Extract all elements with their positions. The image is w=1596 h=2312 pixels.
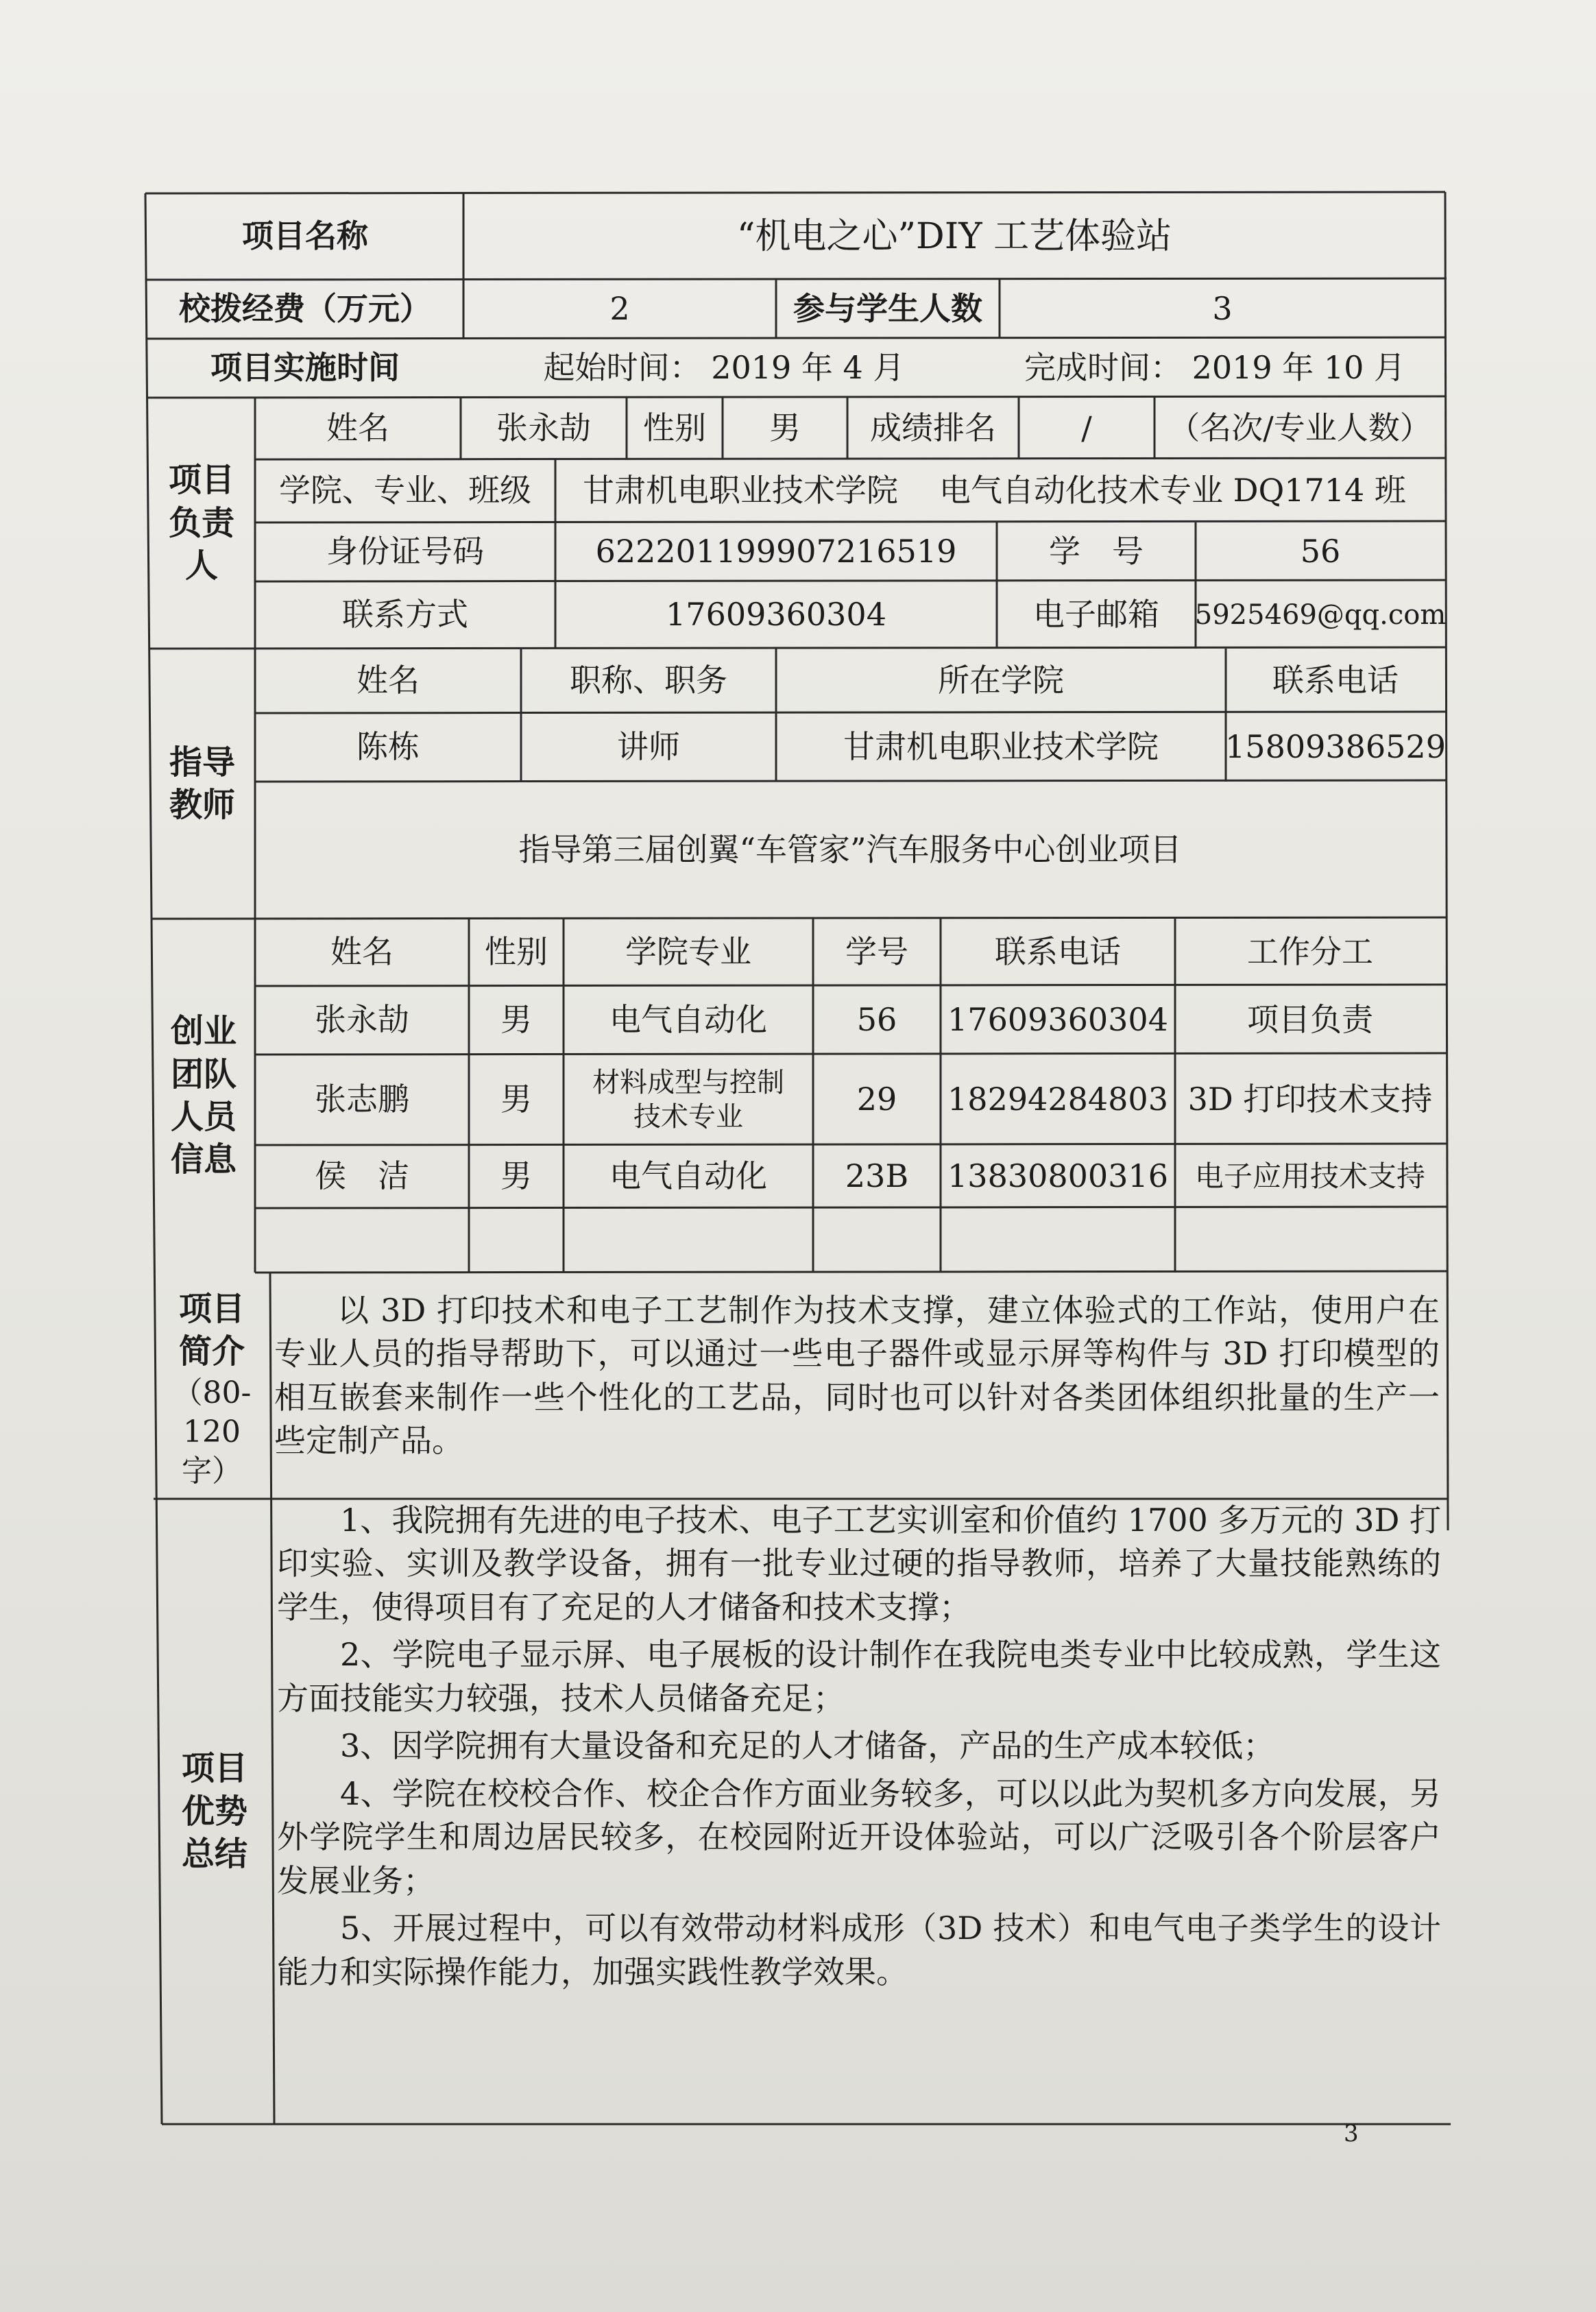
leader-email: 5925469@qq.com — [1194, 599, 1447, 631]
intro-text-cell — [274, 1289, 1440, 1463]
intro-text: 以 3D 打印技术和电子工艺制作为技术支撑，建立体验式的工作站，使用户在专业人员的指导帮助下，可以通过一些电子器件或显示屏等构件与 3D 打印模型的相互嵌套来制作一些个性化的工艺品，同时也可以针对各类团体组织批量的生产一些定制产品。 — [274, 1292, 1440, 1460]
leader-rank-label: 成绩排名 — [870, 409, 996, 447]
team-row-3-gender: 男 — [500, 1157, 532, 1195]
leader-id-label: 身份证号码 — [326, 533, 484, 570]
leader-college-label: 学院、专业、班级 — [279, 472, 531, 509]
teacher-header-name: 姓名 — [356, 662, 420, 699]
team-header-phone: 联系电话 — [995, 933, 1121, 971]
leader-major-class: 电气自动化技术专业 DQ1714 班 — [939, 472, 1406, 509]
start-time: 起始时间： 2019 年 4 月 — [543, 349, 905, 387]
intro-label-note: （80-120字） — [172, 1375, 252, 1489]
end-time: 完成时间： 2019 年 10 月 — [1024, 349, 1406, 387]
team-row-3-major: 电气自动化 — [609, 1157, 767, 1195]
team-row-3-sno: 23B — [845, 1157, 909, 1195]
leader-rank: / — [1081, 409, 1092, 447]
intro-label: 项目简介 — [178, 1289, 245, 1371]
team-header-gender: 性别 — [485, 933, 548, 971]
team-header-sno: 学号 — [845, 933, 908, 971]
leader-id: 622201199907216519 — [595, 533, 957, 570]
team-row-2-gender: 男 — [500, 1081, 532, 1118]
team-row-2-phone: 18294284803 — [947, 1081, 1168, 1118]
teacher-header-college: 所在学院 — [938, 662, 1064, 699]
team-row-2-sno: 29 — [856, 1081, 897, 1118]
team-row-3-role: 电子应用技术支持 — [1194, 1159, 1425, 1193]
fund-label: 校拨经费（万元） — [179, 290, 431, 328]
teacher-title: 讲师 — [617, 728, 680, 766]
team-row-1-role: 项目负责 — [1247, 1001, 1373, 1039]
leader-sno: 56 — [1300, 533, 1341, 570]
leader-sno-label: 学 号 — [1049, 533, 1144, 570]
project-name-label: 项目名称 — [242, 217, 368, 255]
teacher-phone: 15809386529 — [1225, 728, 1446, 766]
leader-section-label: 项目负责人 — [168, 461, 234, 586]
leader-name: 张永劼 — [496, 409, 591, 447]
advantage-item-4: 4、学院在校校合作、校企合作方面业务较多，可以以此为契机多方向发展，另外学院学生和周边居民较多，在校园附近开设体验站，可以广泛吸引各个阶层客户发展业务； — [277, 1774, 1441, 1899]
teacher-header-title: 职称、职务 — [570, 662, 727, 699]
teacher-section-label: 指导教师 — [169, 743, 235, 824]
team-row-2-role: 3D 打印技术支持 — [1187, 1081, 1433, 1118]
students-value: 3 — [1212, 290, 1233, 328]
team-row-1-phone: 17609360304 — [947, 1001, 1168, 1039]
team-row-2-major: 材料成型与控制技术专业 — [592, 1067, 784, 1133]
team-header-role: 工作分工 — [1247, 933, 1373, 971]
intro-label-cell — [155, 1279, 269, 1499]
students-label: 参与学生人数 — [793, 290, 982, 328]
leader-college: 甘肃机电职业技术学院 — [583, 472, 898, 509]
page-number: 3 — [1344, 2120, 1359, 2147]
advantage-item-5: 5、开展过程中，可以有效带动材料成形（3D 技术）和电气电子类学生的设计能力和实际操作能力，加强实践性教学效果。 — [277, 1910, 1441, 1990]
team-row-1-sno: 56 — [856, 1001, 897, 1039]
team-row-3-phone: 13830800316 — [947, 1157, 1168, 1195]
team-row-1-name: 张永劼 — [315, 1001, 409, 1039]
teacher-header-phone: 联系电话 — [1272, 662, 1399, 699]
team-row-1-major: 电气自动化 — [609, 1001, 767, 1039]
leader-phone: 17609360304 — [666, 596, 886, 634]
team-header-major: 学院专业 — [625, 933, 751, 971]
fund-value: 2 — [609, 290, 630, 328]
leader-gender-label: 性别 — [643, 409, 706, 447]
leader-contact-label: 联系方式 — [342, 596, 468, 634]
leader-email-label: 电子邮箱 — [1033, 596, 1159, 634]
project-name-value: “机电之心”DIY 工艺体验站 — [736, 215, 1172, 257]
team-header-name: 姓名 — [330, 933, 394, 971]
advantage-label: 项目优势总结 — [181, 1749, 247, 1874]
teacher-college: 甘肃机电职业技术学院 — [843, 728, 1159, 766]
team-section-label: 创业团队人员信息 — [170, 1012, 237, 1179]
team-row-3-name: 侯 洁 — [315, 1157, 409, 1195]
advantage-text-cell — [277, 1499, 1441, 1998]
teacher-name: 陈栋 — [356, 728, 420, 766]
advantage-item-2: 2、学院电子显示屏、电子展板的设计制作在我院电类专业中比较成熟，学生这方面技能实力较强，技术人员储备充足； — [277, 1636, 1441, 1717]
advantage-item-1: 1、我院拥有先进的电子技术、电子工艺实训室和价值约 1700 多万元的 3D 打印实验、实训及教学设备，拥有一批专业过硬的指导教师，培养了大量技能熟练的学生，使得项目有了充足的人才储备和技术支撑； — [277, 1502, 1441, 1626]
advantage-item-3: 3、因学院拥有大量设备和充足的人才储备，产品的生产成本较低； — [340, 1727, 1275, 1765]
teacher-note: 指导第三届创翼“车管家”汽车服务中心创业项目 — [518, 831, 1182, 869]
team-row-2-name: 张志鹏 — [315, 1081, 409, 1118]
leader-gender: 男 — [769, 409, 801, 447]
team-row-1-gender: 男 — [500, 1001, 532, 1039]
time-label: 项目实施时间 — [210, 349, 400, 387]
leader-name-label: 姓名 — [326, 409, 389, 447]
leader-rank-note: （名次/专业人数） — [1168, 409, 1431, 447]
